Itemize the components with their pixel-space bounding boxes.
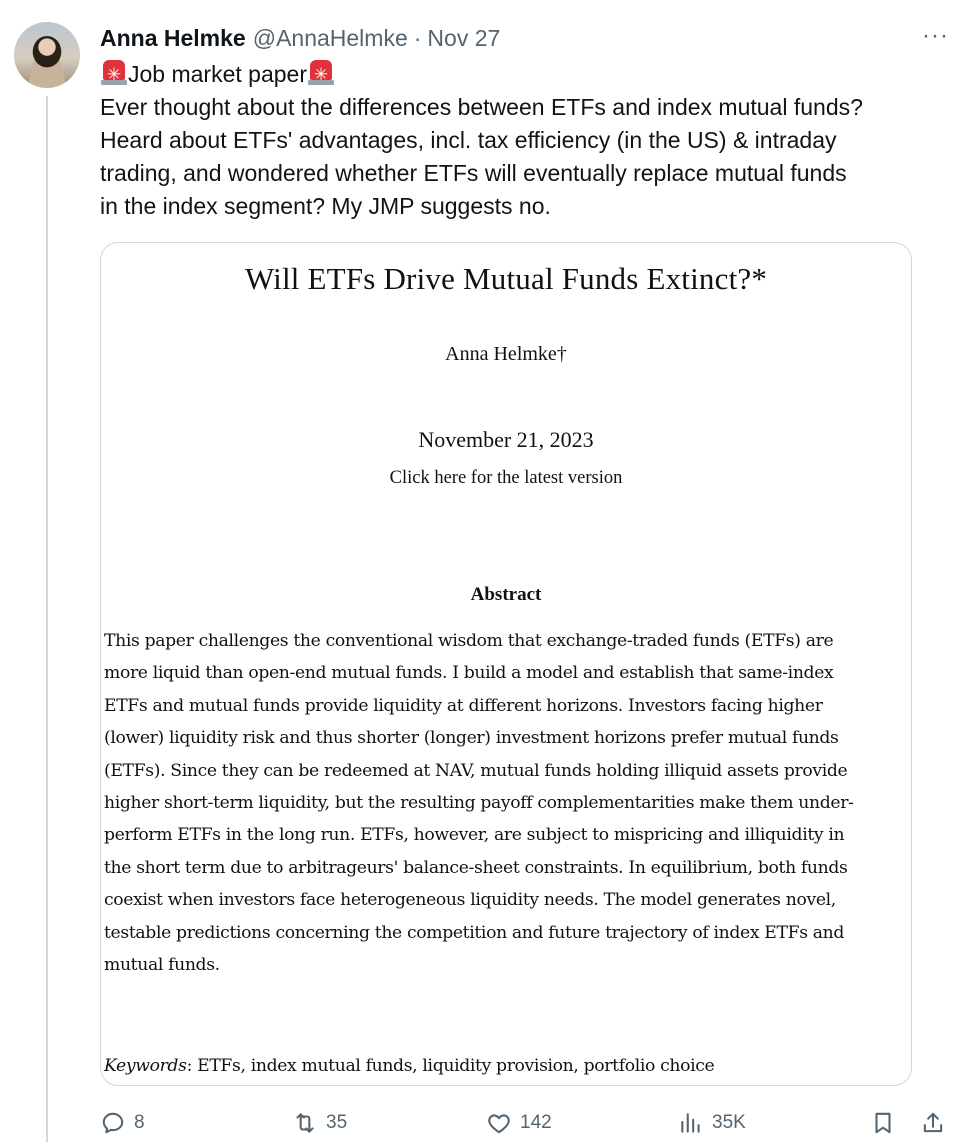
paper-image-card[interactable] [100, 242, 912, 1086]
more-options-icon[interactable]: ··· [922, 22, 949, 49]
siren-emoji-icon [308, 60, 334, 85]
avatar[interactable] [14, 22, 80, 88]
abstract-line: perform ETFs in the long run. ETFs, however, are subject to mispricing and illiquidity in [104, 825, 845, 846]
paper-title: Will ETFs Drive Mutual Funds Extinct?* [244, 261, 768, 296]
reply-icon [100, 1110, 126, 1136]
author-name[interactable]: Anna Helmke [100, 24, 246, 51]
abstract-line: (ETFs). Since they can be redeemed at NAV, mutual funds holding illiquid assets provide [104, 760, 848, 781]
abstract-line: This paper challenges the conventional wisdom that exchange-traded funds (ETFs) are [104, 631, 834, 651]
paper-author: Anna Helmke† [445, 343, 567, 365]
bookmark-icon [870, 1110, 896, 1136]
share-button[interactable] [920, 1103, 946, 1142]
like-button[interactable] [486, 1103, 552, 1142]
separator-dot: · [413, 24, 422, 51]
bookmark-button[interactable] [870, 1103, 896, 1142]
abstract-line: ETFs and mutual funds provide liquidity at different horizons. Investors facing higher [104, 695, 823, 716]
repost-icon [292, 1110, 318, 1136]
keywords-text: : ETFs, index mutual funds, liquidity provision, portfolio choice [186, 1056, 715, 1076]
abstract-line: mutual funds. [104, 955, 220, 976]
tweet-line-4: trading, and wondered whether ETFs will eventually replace mutual funds [100, 160, 847, 186]
tweet-text [100, 58, 955, 223]
reply-count: 8 [134, 1112, 145, 1133]
abstract-body [104, 625, 902, 981]
paper-date: November 21, 2023 [418, 427, 594, 452]
tweet-header [100, 22, 500, 54]
keywords-label: Keywords [104, 1056, 187, 1076]
like-icon [486, 1110, 512, 1136]
abstract-line: coexist when investors face heterogeneous liquidity needs. The model generates novel, [104, 890, 836, 911]
repost-button[interactable] [292, 1103, 347, 1142]
share-icon [920, 1110, 946, 1136]
abstract-line: higher short-term liquidity, but the resulting payoff complementarities make them under- [104, 793, 854, 814]
views-icon [678, 1110, 704, 1136]
abstract-heading: Abstract [470, 584, 542, 605]
abstract-line: more liquid than open-end mutual funds. I build a model and establish that same-index [104, 663, 834, 684]
abstract-line: (lower) liquidity risk and thus shorter (longer) investment horizons prefer mutual funds [104, 728, 839, 749]
latest-version-link[interactable]: Click here for the latest version [389, 468, 623, 488]
tweet-line-2: Ever thought about the differences between ETFs and index mutual funds? [100, 94, 863, 120]
action-bar [100, 1103, 955, 1142]
abstract-line: testable predictions concerning the competition and future trajectory of index ETFs and [104, 922, 845, 943]
tweet-line-3: Heard about ETFs' advantages, incl. tax efficiency (in the US) & intraday [100, 127, 837, 153]
tweet-line-1: ✳Job market paper ✳ [100, 58, 955, 91]
repost-count: 35 [326, 1112, 348, 1133]
views-count: 35K [712, 1112, 746, 1133]
like-count: 142 [520, 1112, 552, 1133]
tweet-line-5: in the index segment? My JMP suggests no. [100, 193, 551, 219]
reply-button[interactable] [100, 1103, 145, 1142]
author-handle[interactable]: @AnnaHelmke [252, 24, 408, 51]
thread-line [46, 96, 48, 1142]
abstract-line: the short term due to arbitrageurs' balance-sheet constraints. In equilibrium, both funds [104, 857, 848, 878]
siren-emoji-icon [101, 60, 127, 85]
views-button[interactable] [678, 1103, 746, 1142]
tweet-date[interactable]: Nov 27 [427, 24, 501, 51]
keywords [104, 1056, 714, 1076]
